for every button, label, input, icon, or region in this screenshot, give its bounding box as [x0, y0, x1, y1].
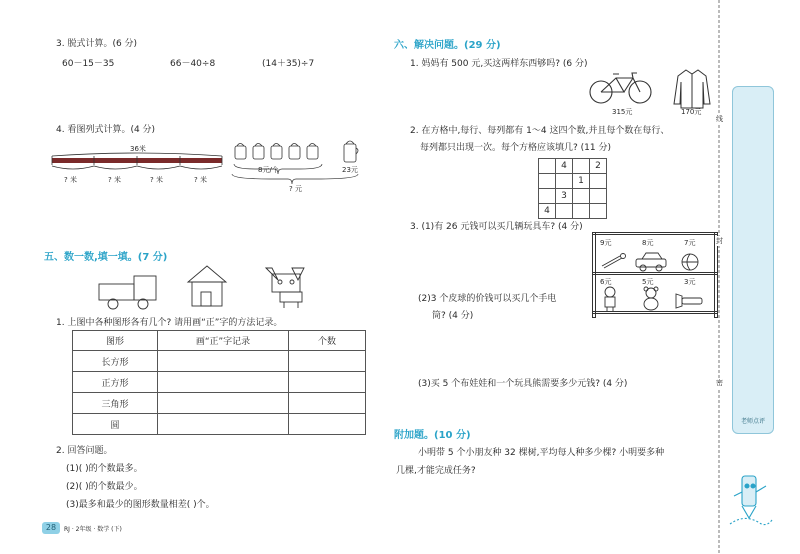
price-pin: 9元 [600, 239, 612, 247]
s6-q1: 1. 妈妈有 500 元,买这两样东西够吗? (6 分) [410, 59, 588, 69]
s6-q3-1: 3. (1)有 26 元钱可以买几辆玩具车? (4 分) [410, 222, 583, 232]
teacher-comment-panel[interactable] [732, 86, 774, 434]
tally-cell[interactable] [158, 372, 289, 393]
price-doll: 6元 [600, 278, 612, 286]
binding-char-mi: 密 [716, 379, 723, 387]
q3-title: 3. 脱式计算。(6 分) [56, 39, 138, 49]
grid-cell[interactable] [573, 159, 590, 174]
s6-q2-line1: 2. 在方格中,每行、每列都有 1～4 这四个数,并且每个数在每行、 [410, 126, 670, 136]
binding-char-xian: 线 [716, 115, 723, 123]
section6-title: 六、解决问题。(29 分) [394, 40, 501, 51]
grid-cell[interactable] [556, 204, 573, 219]
table-row-label: 长方形 [73, 351, 158, 372]
binding-line [712, 0, 726, 554]
pencil-mascot-icon [728, 470, 774, 530]
count-cell[interactable] [289, 414, 366, 435]
tally-cell[interactable] [158, 414, 289, 435]
q4-part-3: ? 米 [150, 176, 163, 184]
price-ball: 7元 [684, 239, 696, 247]
grid-cell: 4 [556, 159, 573, 174]
extra-line2: 几棵,才能完成任务? [396, 466, 476, 476]
s6-q3-3: (3)买 5 个布娃娃和一个玩具熊需要多少元钱? (4 分) [418, 379, 628, 389]
question-total: ? 元 [289, 185, 302, 193]
shelf-toys-bottom [596, 286, 710, 312]
q4-total-label: 36米 [130, 145, 146, 153]
s6-q2-line2: 每列都只出现一次。每个方格应该填几? (11 分) [420, 143, 611, 153]
q3-expr-3: (14＋35)÷7 [262, 59, 315, 69]
pots-icon [232, 140, 327, 164]
footer-text: RJ · 2年级 · 数学 (下) [64, 526, 122, 533]
price-bike: 315元 [612, 108, 633, 116]
toy-shelf [592, 232, 718, 318]
s6-q3-2-line2: 筒? (4 分) [432, 311, 474, 321]
q2-item-2: (2)( )的个数最少。 [66, 482, 143, 492]
q4-part-4: ? 米 [194, 176, 207, 184]
bicycle-icon [588, 70, 654, 106]
grid-cell[interactable] [539, 174, 556, 189]
grid-cell[interactable] [590, 174, 607, 189]
table-row-label: 三角形 [73, 393, 158, 414]
teacher-comment-label: 老师点评 [740, 418, 765, 425]
grid-cell[interactable] [573, 189, 590, 204]
section5-q1: 1. 上图中各种图形各有几个? 请用画“正”字的方法记录。 [56, 318, 283, 328]
s6-q3-2-line1: (2)3 个皮球的价钱可以买几个手电 [418, 294, 557, 304]
price-bear: 5元 [642, 278, 654, 286]
table-row-label: 正方形 [73, 372, 158, 393]
grid-cell: 1 [573, 174, 590, 189]
section5-title: 五、数一数,填一填。(7 分) [44, 252, 168, 263]
pot-price: 23元 [342, 166, 358, 174]
q4-part-2: ? 米 [108, 176, 121, 184]
table-row-label: 圆 [73, 414, 158, 435]
extra-line1: 小明带 5 个小朋友种 32 棵树,平均每人种多少棵? 小明要多种 [418, 448, 665, 458]
grid-cell[interactable] [590, 204, 607, 219]
table-header-count: 个数 [289, 331, 366, 351]
table-header-tally: 画“正”字记录 [158, 331, 289, 351]
section5-q2: 2. 回答问题。 [56, 446, 113, 456]
grid-cell: 2 [590, 159, 607, 174]
pot-single-icon [340, 138, 362, 166]
table-header-shape: 图形 [73, 331, 158, 351]
q2-item-3: (3)最多和最少的图形数量相差( )个。 [66, 500, 215, 510]
grid-cell: 4 [539, 204, 556, 219]
price-car: 8元 [642, 239, 654, 247]
binding-char-feng: 封 [716, 237, 723, 245]
page-number: 28 [42, 522, 60, 534]
q4-title: 4. 看图列式计算。(4 分) [56, 125, 156, 135]
shapes-figure [96, 262, 326, 310]
grid-cell[interactable] [539, 159, 556, 174]
q3-expr-2: 66－40÷8 [170, 59, 216, 69]
q2-item-1: (1)( )的个数最多。 [66, 464, 143, 474]
grid-cell[interactable] [556, 174, 573, 189]
grid-cell: 3 [556, 189, 573, 204]
extra-title: 附加题。(10 分) [394, 430, 471, 441]
tally-cell[interactable] [158, 351, 289, 372]
grid-cell[interactable] [539, 189, 556, 204]
sudoku-grid [538, 158, 607, 219]
count-cell[interactable] [289, 351, 366, 372]
grid-cell[interactable] [590, 189, 607, 204]
q3-expr-1: 60－15－35 [62, 59, 115, 69]
coat-icon [672, 68, 712, 110]
count-cell[interactable] [289, 372, 366, 393]
tally-table [72, 330, 366, 435]
count-cell[interactable] [289, 393, 366, 414]
q4-part-1: ? 米 [64, 176, 77, 184]
unit-price: 8元/个 [258, 166, 279, 174]
price-flashlight: 3元 [684, 278, 696, 286]
price-coat: 170元 [681, 108, 702, 116]
tally-cell[interactable] [158, 393, 289, 414]
shelf-toys-top [596, 250, 710, 272]
grid-cell[interactable] [573, 204, 590, 219]
